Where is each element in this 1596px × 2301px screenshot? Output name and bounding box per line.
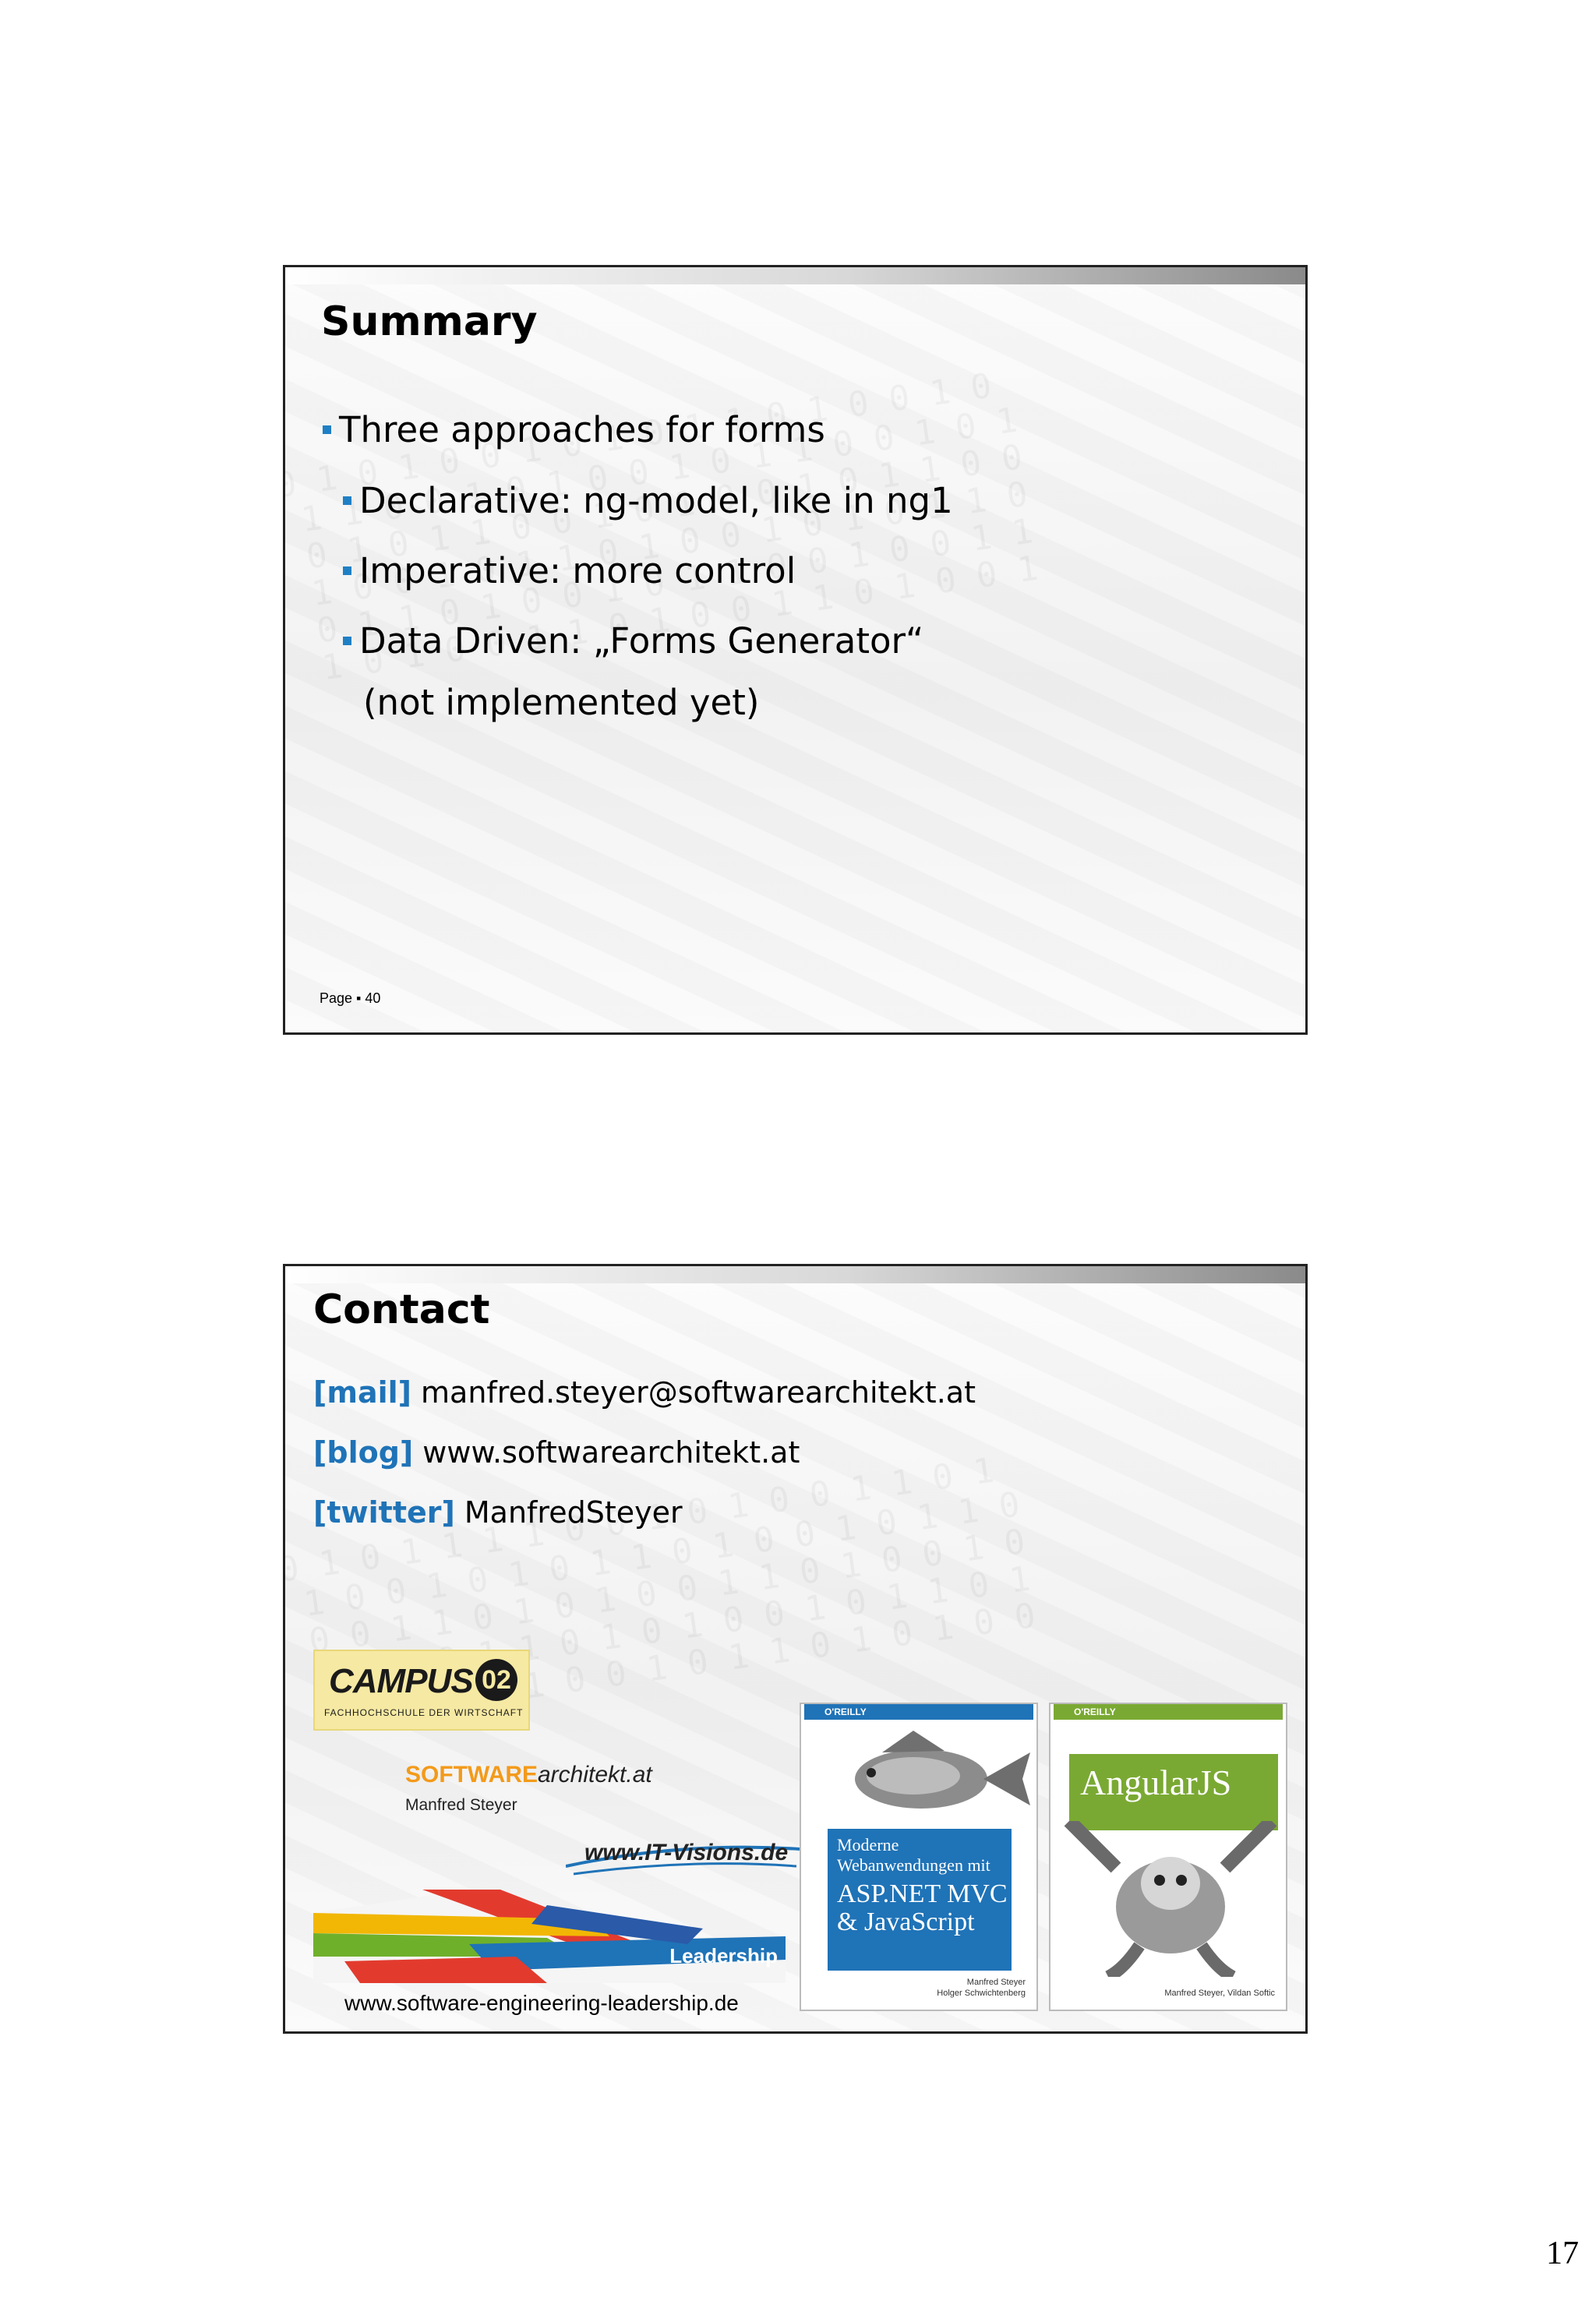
- book-authors: [937, 1977, 1026, 1999]
- it-visions-logo: [566, 1835, 800, 1879]
- contact-value[interactable]: ManfredSteyer: [464, 1495, 683, 1530]
- bullet-text: Data Driven: „Forms Generator“: [359, 620, 924, 662]
- book-title-large: [837, 1880, 1008, 1936]
- bullet-item: [343, 480, 953, 521]
- slide-title: Contact: [313, 1286, 490, 1333]
- softwarearchitekt-logo: [405, 1762, 652, 1788]
- book-cover-angularjs: [1049, 1703, 1287, 2011]
- page-number: 17: [1546, 2236, 1579, 2271]
- contact-tag: [blog]: [313, 1435, 414, 1470]
- contact-value[interactable]: manfred.steyer@softwarearchitekt.at: [421, 1375, 976, 1410]
- sloth-illustration-icon: [1054, 1821, 1286, 1977]
- book-title-large: AngularJS: [1080, 1763, 1232, 1802]
- slide-top-bar: [285, 267, 1305, 284]
- bullet-square-icon: [343, 496, 351, 505]
- bullet-text: Imperative: more control: [359, 550, 796, 591]
- colored-stripes-graphic: [313, 1890, 786, 1983]
- bullet-continuation: (not implemented yet): [363, 682, 760, 723]
- bullet-text: Three approaches for forms: [339, 409, 825, 450]
- bullet-item: [343, 620, 923, 662]
- book-cover-art: [804, 1720, 1033, 1969]
- book-authors-text: Manfred Steyer Holger Schwichtenberg: [937, 1978, 1026, 1998]
- book-publisher: O'REILLY: [804, 1704, 1033, 1720]
- slide-summary: [283, 265, 1308, 1035]
- bullet-square-icon: [343, 637, 351, 645]
- book-title-panel: [1069, 1754, 1278, 1830]
- book-publisher: O'REILLY: [1054, 1704, 1283, 1720]
- leadership-text: Leadership: [669, 1944, 778, 1967]
- campus-logo-number: 02: [475, 1659, 517, 1701]
- slide-title: Summary: [321, 298, 538, 345]
- book-title-panel: [828, 1829, 1012, 1971]
- book-title-small-text: Moderne Webanwendungen mit: [837, 1835, 990, 1875]
- contact-value[interactable]: www.softwarearchitekt.at: [422, 1435, 800, 1470]
- contact-twitter: [313, 1495, 683, 1530]
- fish-illustration-icon: [804, 1724, 1036, 1833]
- bullet-text: Declarative: ng-model, like in ng1: [359, 480, 953, 521]
- bullet-square-icon: [343, 566, 351, 575]
- bullet-square-icon: [323, 425, 331, 434]
- campus-02-logo: [313, 1650, 530, 1731]
- leadership-banner: [313, 1890, 786, 1983]
- book-authors: Manfred Steyer, Vildan Softic: [1164, 1989, 1275, 1998]
- sw-logo-name: Manfred Steyer: [405, 1796, 517, 1814]
- sw-logo-main: SOFTWARE: [405, 1762, 538, 1788]
- book-cover-aspnet-mvc: [800, 1703, 1038, 2011]
- it-visions-text: www.IT-Visions.de: [584, 1840, 789, 1865]
- sw-logo-ext: architekt.at: [538, 1762, 652, 1788]
- contact-blog: [313, 1435, 800, 1470]
- slide-page-label: Page ▪ 40: [320, 990, 381, 1006]
- slide-top-bar: [285, 1266, 1305, 1283]
- sel-url[interactable]: www.software-engineering-leadership.de: [344, 1991, 739, 2015]
- contact-tag: [mail]: [313, 1375, 412, 1410]
- campus-logo-word: CAMPUS: [329, 1662, 473, 1700]
- contact-tag: [twitter]: [313, 1495, 455, 1530]
- book-title-small: [837, 1835, 990, 1876]
- bullet-item: [323, 409, 825, 450]
- book-cover-art: [1054, 1720, 1283, 1969]
- slide-contact: [283, 1264, 1308, 2034]
- contact-mail: [313, 1375, 976, 1410]
- campus-logo-subtitle: FACHHOCHSCHULE DER WIRTSCHAFT: [324, 1707, 524, 1718]
- book-title-large-text: ASP.NET MVC & JavaScript: [837, 1879, 1008, 1936]
- bullet-item: [343, 550, 796, 591]
